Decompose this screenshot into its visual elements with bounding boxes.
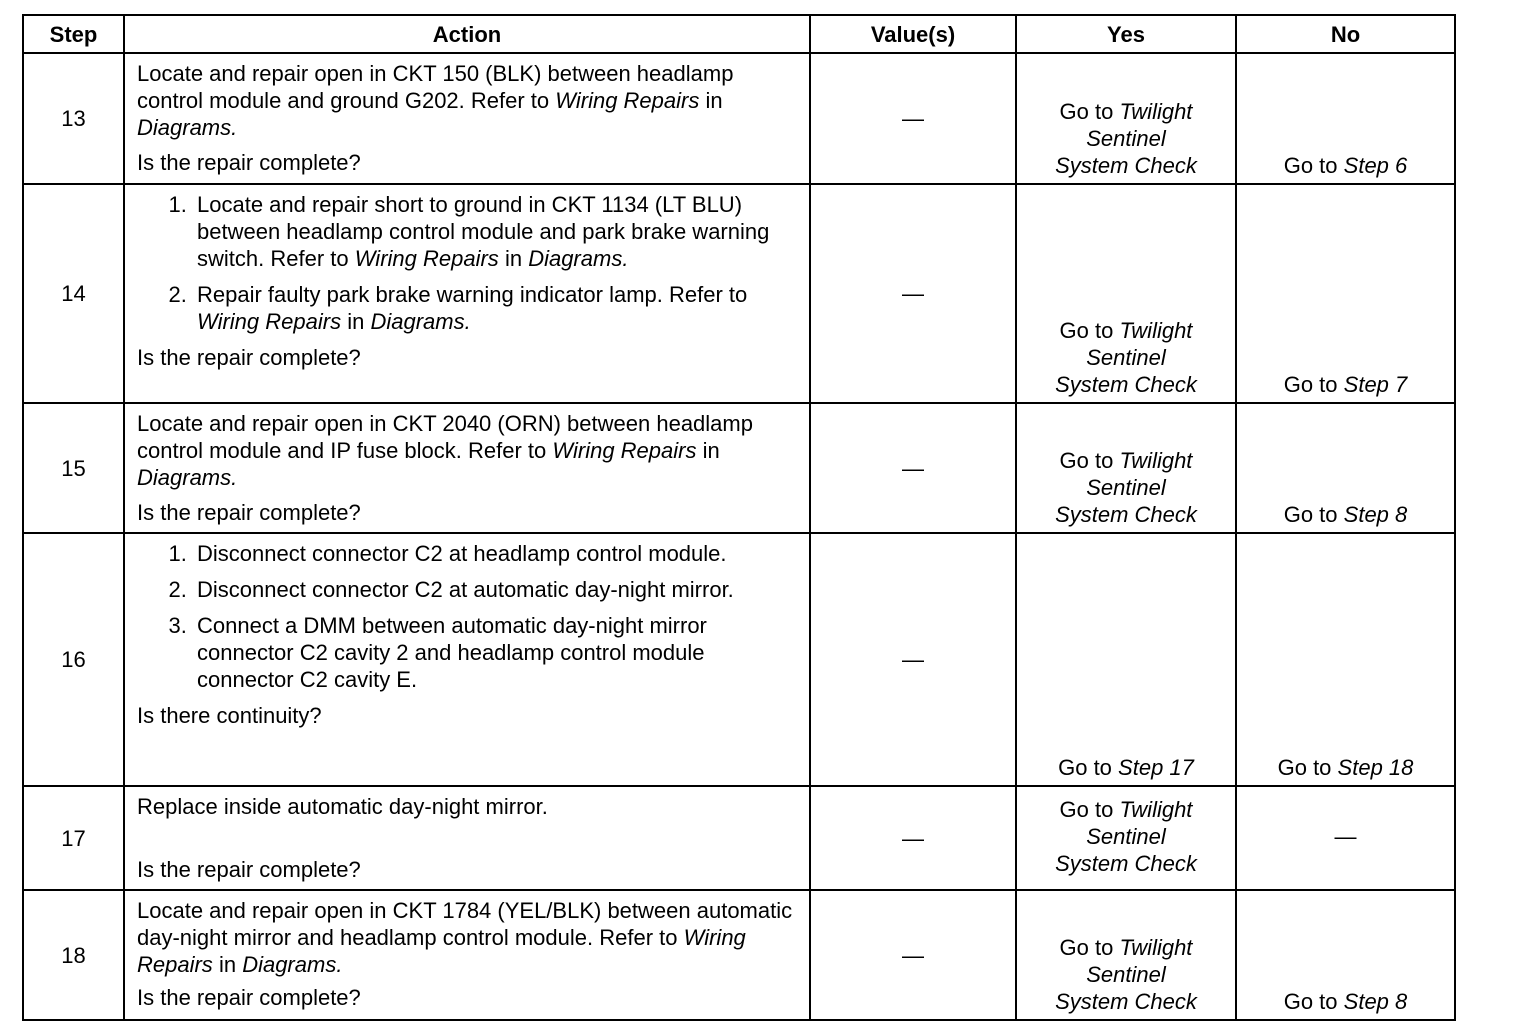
action-cell [124, 533, 810, 786]
question: Is the repair complete? [137, 857, 361, 882]
list-item: 2. Repair faulty park brake warning indicator lamp. Refer to Wiring Repairs in Diagrams. [193, 281, 799, 335]
header-yes: Yes [1016, 15, 1236, 53]
list-item: 1. Disconnect connector C2 at headlamp control module. [193, 540, 799, 567]
value-cell: — [810, 786, 1016, 890]
yes-cell: Go to Twilight Sentinel System Check [1016, 53, 1236, 184]
step-number: 16 [23, 533, 124, 786]
step-number: 18 [23, 890, 124, 1020]
table-row [23, 403, 1455, 533]
table-row [23, 184, 1455, 403]
table-row [23, 890, 1455, 1020]
action-text: Locate and repair open in CKT 2040 (ORN) between headlamp control module and IP fuse block. Refer to Wiring Repairs in Diagrams. [137, 411, 753, 490]
step-number: 17 [23, 786, 124, 890]
action-cell [124, 786, 810, 890]
action-text: Locate and repair open in CKT 150 (BLK) between headlamp control module and ground G202. Refer to Wiring Repairs in Diagrams. [137, 61, 734, 140]
yes-cell: Go to Step 17 [1016, 533, 1236, 786]
value-cell: — [810, 890, 1016, 1020]
no-cell: Go to Step 6 [1236, 53, 1455, 184]
value-cell: — [810, 53, 1016, 184]
step-number: 15 [23, 403, 124, 533]
question: Is the repair complete? [137, 345, 361, 370]
yes-cell: Go to Twilight Sentinel System Check [1016, 786, 1236, 890]
table-row [23, 786, 1455, 890]
no-cell: Go to Step 18 [1236, 533, 1455, 786]
action-text: Replace inside automatic day-night mirror. [137, 794, 548, 819]
action-text: Locate and repair open in CKT 1784 (YEL/BLK) between automatic day-night mirror and headlamp control module. Refer to Wiring Repairs in Diagrams. [137, 898, 793, 977]
question: Is the repair complete? [137, 150, 361, 175]
action-cell [124, 53, 810, 184]
yes-cell: Go to Twilight Sentinel System Check [1016, 890, 1236, 1020]
action-cell [124, 890, 810, 1020]
question: Is there continuity? [137, 703, 322, 728]
step-number: 14 [23, 184, 124, 403]
no-cell: — [1236, 786, 1455, 890]
header-no: No [1236, 15, 1455, 53]
header-step: Step [23, 15, 124, 53]
action-steps-list [137, 540, 799, 693]
table-row [23, 533, 1455, 786]
yes-cell: Go to Twilight Sentinel System Check [1016, 403, 1236, 533]
list-item: 3. Connect a DMM between automatic day-night mirror connector C2 cavity 2 and headlamp control module connector C2 cavity E. [193, 612, 799, 693]
no-cell: Go to Step 8 [1236, 890, 1455, 1020]
step-number: 13 [23, 53, 124, 184]
value-cell: — [810, 533, 1016, 786]
action-cell [124, 184, 810, 403]
header-row [23, 15, 1455, 53]
action-steps-list [137, 191, 799, 335]
value-cell: — [810, 403, 1016, 533]
value-cell: — [810, 184, 1016, 403]
yes-cell: Go to Twilight Sentinel System Check [1016, 184, 1236, 403]
table-row [23, 53, 1455, 184]
list-item: 1. Locate and repair short to ground in CKT 1134 (LT BLU) between headlamp control module and park brake warning switch. Refer to Wiring Repairs in Diagrams. [193, 191, 799, 272]
header-values: Value(s) [810, 15, 1016, 53]
diagnostic-table [22, 14, 1456, 1021]
list-item: 2. Disconnect connector C2 at automatic day-night mirror. [193, 576, 799, 603]
question: Is the repair complete? [137, 985, 361, 1010]
no-cell: Go to Step 8 [1236, 403, 1455, 533]
no-cell: Go to Step 7 [1236, 184, 1455, 403]
question: Is the repair complete? [137, 500, 361, 525]
action-cell [124, 403, 810, 533]
header-action: Action [124, 15, 810, 53]
